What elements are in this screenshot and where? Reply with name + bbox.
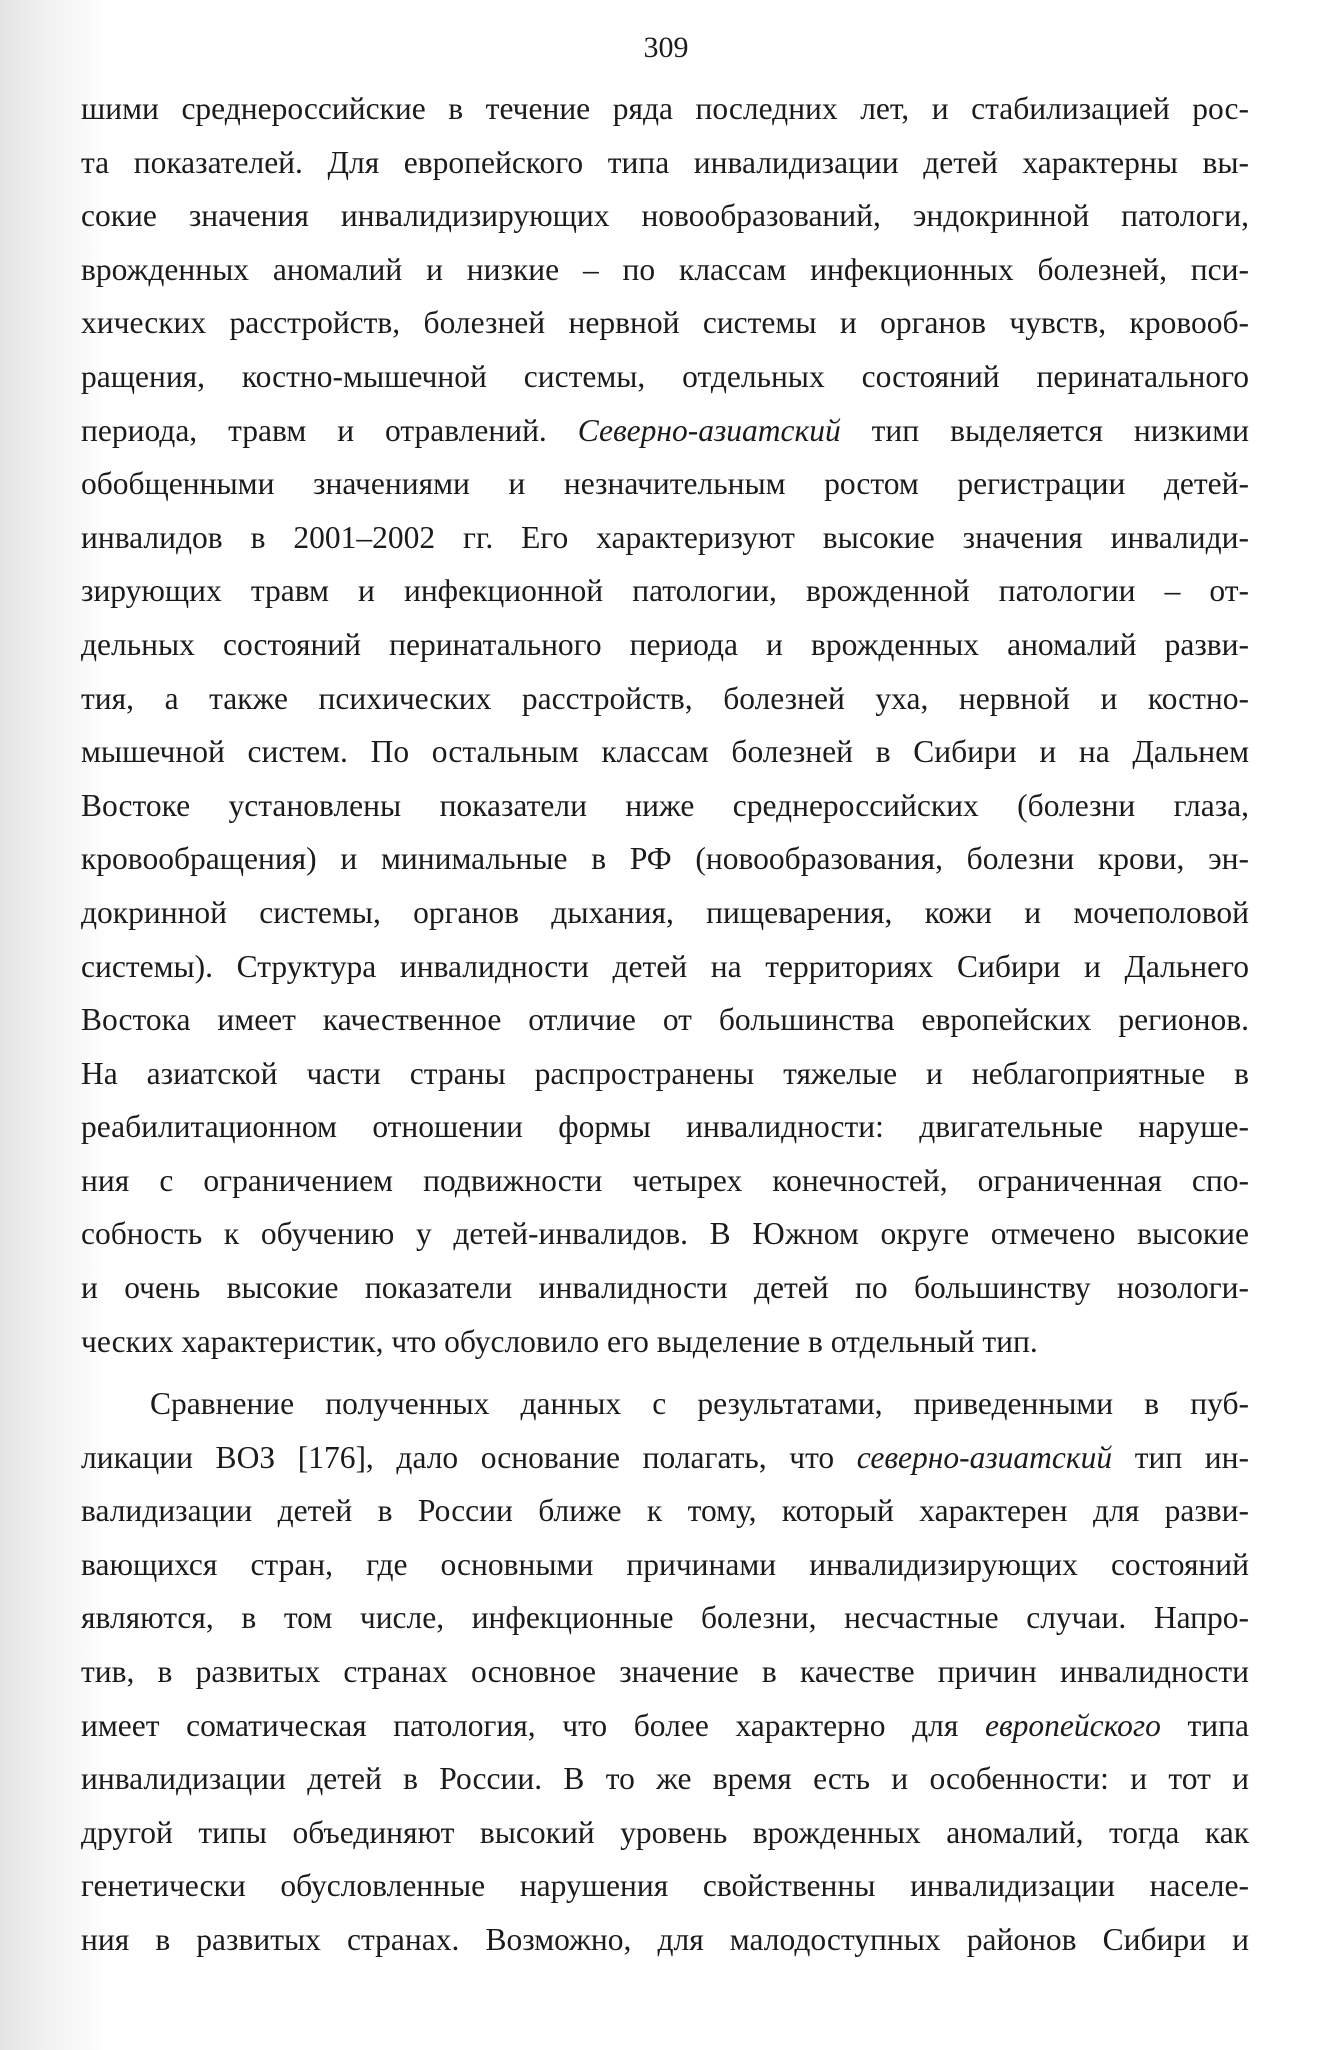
text-segment: тив, в развитых странах основное значение в качестве причин инвалидности: [81, 1653, 1249, 1689]
text-segment: ческих характеристик, что обусловило его выделение в отдельный тип.: [81, 1323, 1038, 1359]
text-segment: валидизации детей в России ближе к тому, который характерен для разви-: [81, 1493, 1249, 1529]
text-line: [81, 993, 1249, 1047]
text-segment: периода, травм и отравлений.: [81, 412, 578, 448]
text-segment: Сравнение полученных данных с результатами, приведенными в пуб-: [150, 1386, 1249, 1421]
italic-term: европейского: [984, 1707, 1161, 1743]
text-segment: врожденных аномалий и низкие – по классам инфекционных болезней, пси-: [81, 251, 1249, 287]
text-line: [81, 1806, 1249, 1860]
paragraph-2: [81, 1377, 1249, 1967]
text-line: [81, 350, 1249, 404]
text-line: [81, 832, 1249, 886]
text-line: [81, 1913, 1249, 1967]
text-segment: тип выделяется низкими: [840, 412, 1249, 448]
text-segment: имеет соматическая патология, что более характерно для: [81, 1707, 985, 1743]
text-line: [81, 779, 1249, 833]
text-segment: докринной системы, органов дыхания, пищеварения, кожи и мочеполовой: [81, 894, 1249, 930]
text-line: [81, 1261, 1249, 1315]
text-segment: ращения, костно-мышечной системы, отдельных состояний перинатального: [81, 358, 1249, 394]
text-segment: обобщенными значениями и незначительным ростом регистрации детей-: [81, 466, 1249, 502]
text-line: [81, 1047, 1249, 1101]
text-segment: и очень высокие показатели инвалидности детей по большинству нозологи-: [81, 1270, 1249, 1306]
text-line: [81, 1699, 1249, 1753]
text-line: [81, 457, 1249, 511]
text-segment: генетически обусловленные нарушения свойственны инвалидизации населе-: [81, 1868, 1249, 1904]
text-line: [81, 404, 1249, 458]
text-line: [81, 82, 1249, 136]
text-line: [81, 940, 1249, 994]
text-segment: дельных состояний перинатального периода и врожденных аномалий разви-: [81, 626, 1249, 662]
text-line: [81, 672, 1249, 726]
text-line: [81, 511, 1249, 565]
text-segment: мышечной систем. По остальным классам болезней в Сибири и на Дальнем: [81, 734, 1249, 770]
text-line: [81, 136, 1249, 190]
text-segment: ния с ограничением подвижности четырех конечностей, ограниченная спо-: [81, 1162, 1249, 1198]
text-line: [81, 1315, 1249, 1369]
text-line: [81, 725, 1249, 779]
paragraph-1: [81, 82, 1249, 1368]
text-segment: ликации ВОЗ [176], дало основание полагать, что: [81, 1439, 857, 1475]
text-segment: Востока имеет качественное отличие от большинства европейских регионов.: [81, 1002, 1249, 1038]
text-segment: шими среднероссийские в течение ряда последних лет, и стабилизацией рос-: [81, 91, 1249, 126]
text-segment: На азиатской части страны распространены тяжелые и неблагоприятные в: [81, 1055, 1249, 1091]
text-line: [81, 1645, 1249, 1699]
text-line: [81, 1859, 1249, 1913]
text-segment: тип ин-: [1112, 1439, 1250, 1475]
text-line: [81, 1484, 1249, 1538]
text-line: [81, 1377, 1249, 1431]
text-line: [81, 618, 1249, 672]
text-line: [81, 296, 1249, 350]
text-segment: типа: [1160, 1707, 1250, 1743]
text-line: [81, 1538, 1249, 1592]
italic-term: северно-азиатский: [856, 1439, 1113, 1475]
text-segment: инвалидов в 2001–2002 гг. Его характеризуют высокие значения инвалиди-: [81, 519, 1249, 555]
text-segment: собность к обучению у детей-инвалидов. В Южном округе отмечено высокие: [81, 1216, 1249, 1252]
text-segment: инвалидизации детей в России. В то же время есть и особенности: и тот и: [81, 1761, 1249, 1797]
text-line: [81, 1100, 1249, 1154]
italic-term: Северно-азиатский: [577, 412, 841, 448]
text-line: [81, 564, 1249, 618]
text-segment: Востоке установлены показатели ниже среднероссийских (болезни глаза,: [81, 787, 1249, 823]
page-number: 309: [643, 31, 689, 64]
text-segment: системы). Структура инвалидности детей на территориях Сибири и Дальнего: [81, 948, 1249, 984]
text-segment: являются, в том числе, инфекционные болезни, несчастные случаи. Напро-: [81, 1600, 1249, 1636]
text-line: [81, 1154, 1249, 1208]
text-line: [81, 886, 1249, 940]
text-line: [81, 1591, 1249, 1645]
text-line: [81, 1207, 1249, 1261]
text-line: [81, 1431, 1249, 1485]
text-segment: зирующих травм и инфекционной патологии, врожденной патологии – от-: [81, 573, 1249, 609]
text-line: [81, 189, 1249, 243]
text-segment: другой типы объединяют высокий уровень врожденных аномалий, тогда как: [81, 1814, 1249, 1850]
text-segment: вающихся стран, где основными причинами инвалидизирующих состояний: [81, 1546, 1249, 1582]
text-segment: ния в развитых странах. Возможно, для малодоступных районов Сибири и: [81, 1921, 1249, 1957]
text-segment: кровообращения) и минимальные в РФ (новообразования, болезни крови, эн-: [81, 841, 1249, 877]
text-line: [81, 1752, 1249, 1806]
text-segment: хических расстройств, болезней нервной системы и органов чувств, кровооб-: [81, 305, 1249, 341]
text-segment: тия, а также психических расстройств, болезней уха, нервной и костно-: [81, 680, 1249, 716]
text-segment: реабилитационном отношении формы инвалидности: двигательные наруше-: [81, 1109, 1249, 1145]
text-line: [81, 243, 1249, 297]
text-segment: сокие значения инвалидизирующих новообразований, эндокринной патологи,: [81, 198, 1249, 234]
text-segment: та показателей. Для европейского типа инвалидизации детей характерны вы-: [81, 144, 1249, 180]
